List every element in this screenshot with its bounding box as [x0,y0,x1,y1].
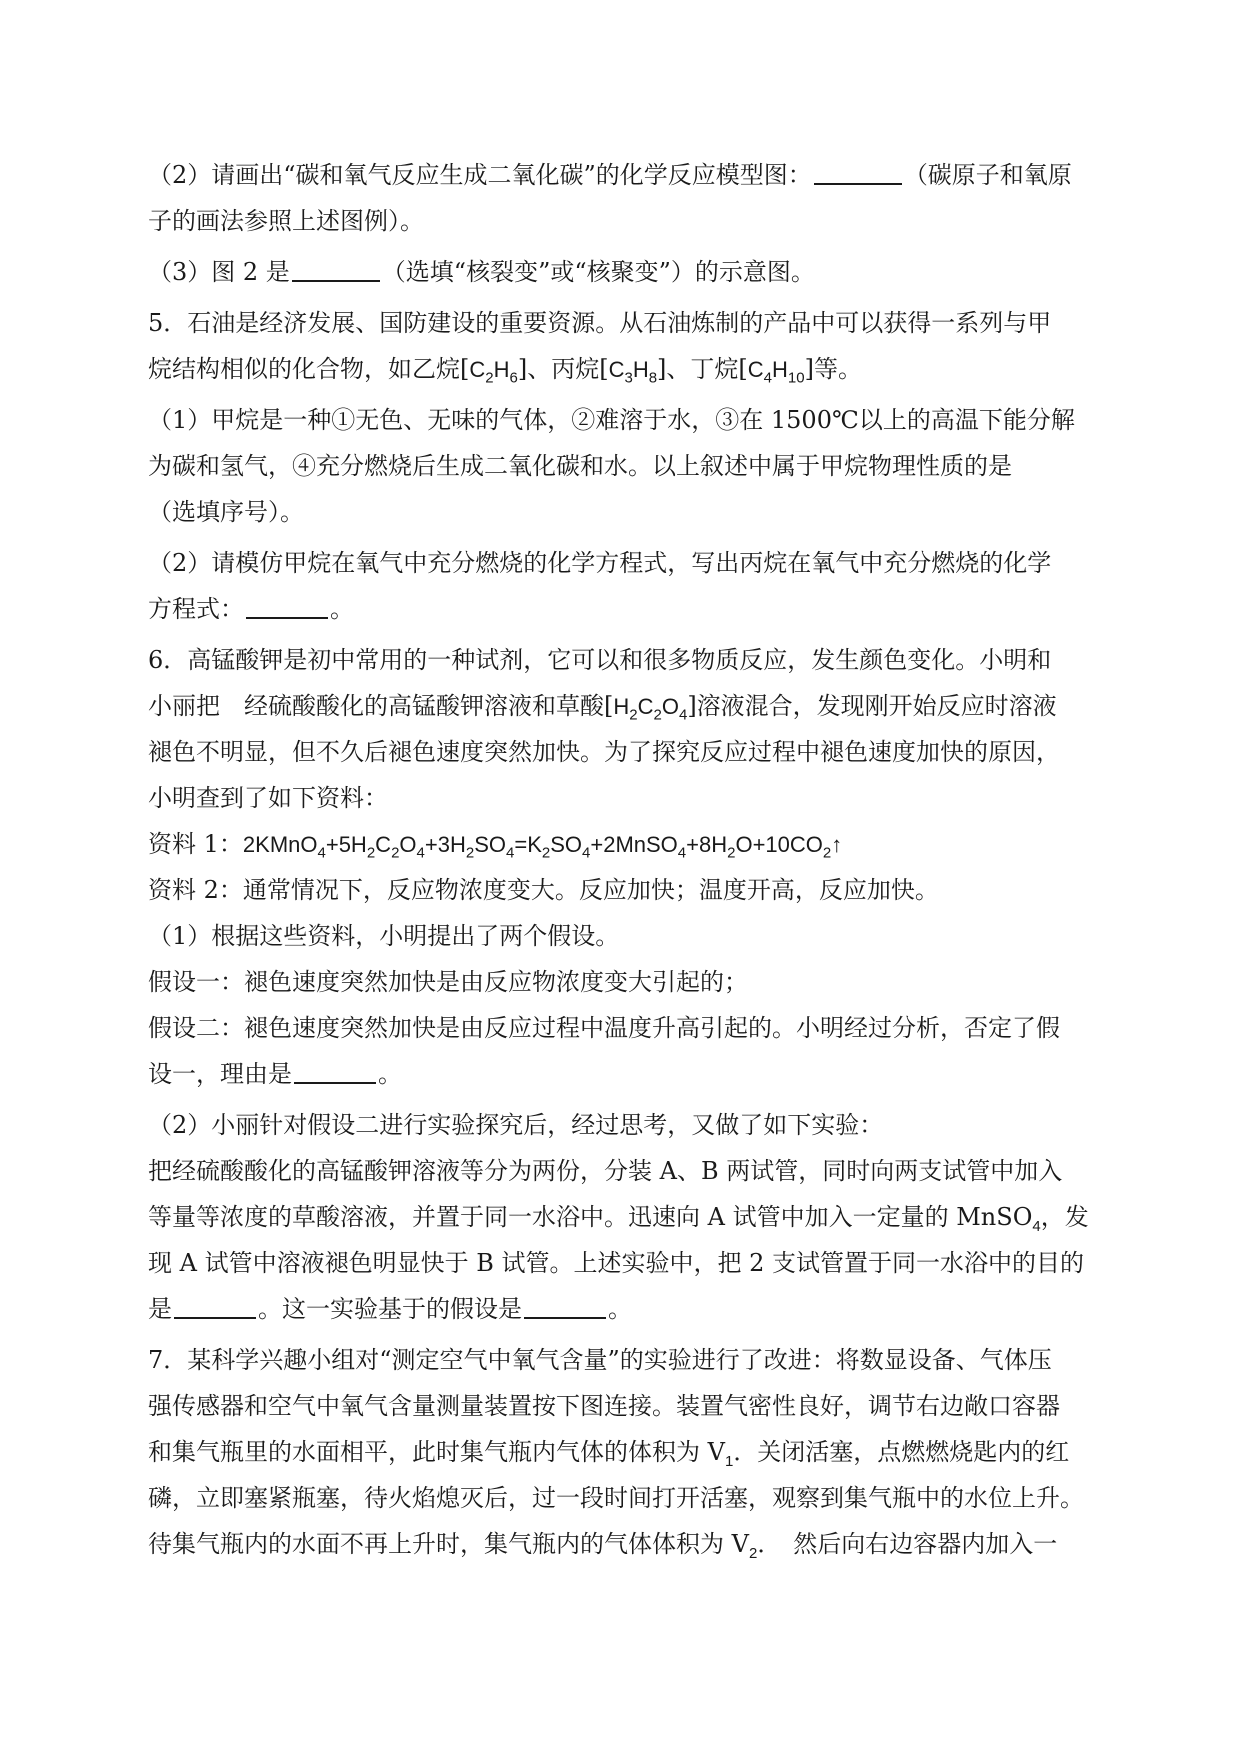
q4-part3: （3）图 2 是 （选填“核裂变”或“核聚变”）的示意图。 [148,249,1098,295]
page-content [148,152,1098,1567]
q6-experiment-line1: 把经硫酸酸化的高锰酸钾溶液等分为两份，分装 A、B 两试管，同时向两支试管中加入 [148,1157,1063,1185]
answer-blank[interactable] [294,1056,376,1084]
q6-stem-line1: 6．高锰酸钾是初中常用的一种试剂，它可以和很多物质反应，发生颜色变化。小明和 [148,646,1052,674]
q6-experiment-line3: 现 A 试管中溶液褪色明显快于 B 试管。上述实验中，把 2 支试管置于同一水浴中的目的 [148,1249,1085,1277]
q6-hypothesis-1: 假设一：褪色速度突然加快是由反应物浓度变大引起的； [148,968,748,996]
q5-part1-line3: （选填序号）。 [148,498,304,526]
q6-experiment-line4: 是 。这一实验基于的假设是 。 [148,1286,1098,1332]
q6-reference-1: 资料 1：$2KMnO_4+5H_2C_2O_4+3H_2SO_4=K_2SO_4+2MnSO_4+8H_2O+10CO_2↑$ [148,830,843,862]
answer-blank[interactable] [814,157,902,185]
q7-stem-line3: 和集气瓶里的水面相平，此时集气瓶内气体的体积为 $V_1$．关闭活塞，点燃燃烧匙内的红 [148,1438,1070,1470]
formula-oxalic-acid: $H_2C_2O_4$ [613,694,688,724]
formula-propane: $C_3H_8$ [608,357,658,387]
q5-part1-line1: （1）甲烷是一种①无色、无味的气体，②难溶于水，③在 1500℃以上的高温下能分解 [148,406,1075,434]
formula-ethane: $C_2H_6$ [469,357,518,387]
q6-part1: （1）根据这些资料，小明提出了两个假设。 [148,922,620,950]
q5-part2-line1: （2）请模仿甲烷在氧气中充分燃烧的化学方程式，写出丙烷在氧气中充分燃烧的化学 [148,549,1052,577]
answer-blank[interactable] [524,1291,606,1319]
answer-blank[interactable] [292,254,380,282]
q6-stem-line2: 小丽把 经硫酸酸化的高锰酸钾溶液和草酸$[H_2C_2O_4]$溶液混合，发现刚开始反应时溶液 [148,692,1057,724]
q5-stem-line2: 烷结构相似的化合物，如乙烷$[C_2H_6]$、丙烷$[C_3H_8]$、丁烷$[C_4H_{10}]$等。 [148,355,862,387]
q4-part2-line1: （2）请画出“碳和氧气反应生成二氧化碳”的化学反应模型图： （碳原子和氧原 [148,152,1098,198]
q6-reference-2: 资料 2：通常情况下，反应物浓度变大。反应加快；温度开高，反应加快。 [148,876,939,904]
reaction-equation: $2KMnO_4+5H_2C_2O_4+3H_2SO_4=K_2SO_4+2MnSO_4+8H_2O+10CO_2↑$ [242,832,843,862]
q7-stem-line5: 待集气瓶内的水面不再上升时，集气瓶内的气体体积为 $V_2$． 然后向右边容器内加入一 [148,1530,1058,1562]
q5-part2-line2: 方程式： 。 [148,586,1098,632]
answer-blank[interactable] [174,1291,256,1319]
q6-stem-line3: 褪色不明显，但不久后褪色速度突然加快。为了探究反应过程中褪色速度加快的原因， [148,738,1060,766]
q5-stem-line1: 5．石油是经济发展、国防建设的重要资源。从石油炼制的产品中可以获得一系列与甲 [148,309,1052,337]
q7-stem-line2: 强传感器和空气中氧气含量测量装置按下图连接。装置气密性良好，调节右边敞口容器 [148,1392,1060,1420]
q6-experiment-line2: 等量等浓度的草酸溶液，并置于同一水浴中。迅速向 A 试管中加入一定量的 MnSO$_4$，发 [148,1203,1089,1235]
q7-stem-line4: 磷，立即塞紧瓶塞，待火焰熄灭后，过一段时间打开活塞，观察到集气瓶中的水位上升。 [148,1484,1084,1512]
q5-part1-line2: 为碳和氢气，④充分燃烧后生成二氧化碳和水。以上叙述中属于甲烷物理性质的是 [148,452,1012,480]
q6-part2: （2）小丽针对假设二进行实验探究后，经过思考，又做了如下实验： [148,1111,884,1139]
formula-butane: $C_4H_{10}$ [747,357,805,387]
q7-stem-line1: 7．某科学兴趣小组对“测定空气中氧气含量”的实验进行了改进：将数显设备、气体压 [148,1346,1052,1374]
q6-stem-line4: 小明查到了如下资料： [148,784,388,812]
answer-blank[interactable] [246,591,328,619]
q6-hypothesis-2-line2: 设一，理由是 。 [148,1051,1098,1097]
q4-part2-line2: 子的画法参照上述图例）。 [148,207,424,235]
q6-hypothesis-2-line1: 假设二：褪色速度突然加快是由反应过程中温度升高引起的。小明经过分析，否定了假 [148,1014,1060,1042]
